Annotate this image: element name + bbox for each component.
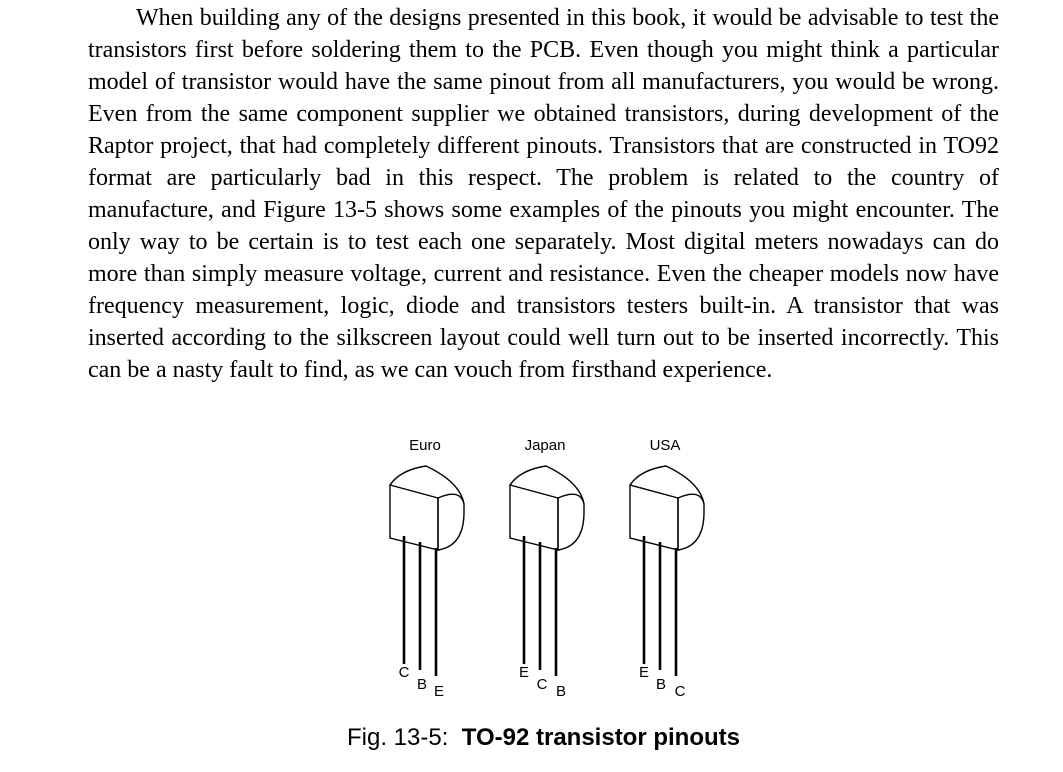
transistor-japan xyxy=(510,437,584,700)
pin-label-usa-1: E xyxy=(638,664,650,681)
caption-number: Fig. 13-5: xyxy=(347,724,449,751)
pin-label-usa-3: C xyxy=(674,683,686,700)
region-label-euro: Euro xyxy=(409,437,441,454)
pin-label-euro-1: C xyxy=(398,664,410,681)
pin-label-euro-2: B xyxy=(416,676,428,693)
pinout-diagram xyxy=(0,420,1063,720)
transistor-usa xyxy=(630,437,704,700)
figure-caption xyxy=(0,722,1063,754)
pin-label-japan-2: C xyxy=(536,676,548,693)
caption-title: TO-92 transistor pinouts xyxy=(461,724,740,751)
pin-label-euro-3: E xyxy=(433,683,445,700)
to92-package-euro-icon xyxy=(390,466,464,550)
to92-package-usa-icon xyxy=(630,466,704,550)
transistor-pinout-figure xyxy=(0,420,1063,720)
transistor-euro xyxy=(390,437,464,700)
body-paragraph: When building any of the designs presented in this book, it would be advisable to test the transistors first before soldering them to the PCB. Even though you might think a particular model of transistor would have the same pinout from all manufacturers, you would be wrong. Even from the same component supplier we obtained transistors, during development of the Raptor project, that had completely different pinouts. Transistors that are constructed in TO92 format are particularly bad in this respect. The problem is related to the country of manufacture, and Figure 13-5 shows some examples of the pinouts you might encounter. The only way to be certain is to test each one separately. Most digital meters nowadays can do more than simply measure voltage, current and resistance. Even the cheaper models now have frequency measurement, logic, diode and transistors testers built-in. A transistor that was inserted according to the silkscreen layout could well turn out to be inserted incorrectly. This can be a nasty fault to find, as we can vouch from firsthand experience. xyxy=(88,5,999,383)
to92-package-japan-icon xyxy=(510,466,584,550)
region-label-usa: USA xyxy=(649,437,681,454)
region-label-japan: Japan xyxy=(524,437,566,454)
pin-label-japan-3: B xyxy=(555,683,567,700)
pin-label-japan-1: E xyxy=(518,664,530,681)
pin-label-usa-2: B xyxy=(655,676,667,693)
